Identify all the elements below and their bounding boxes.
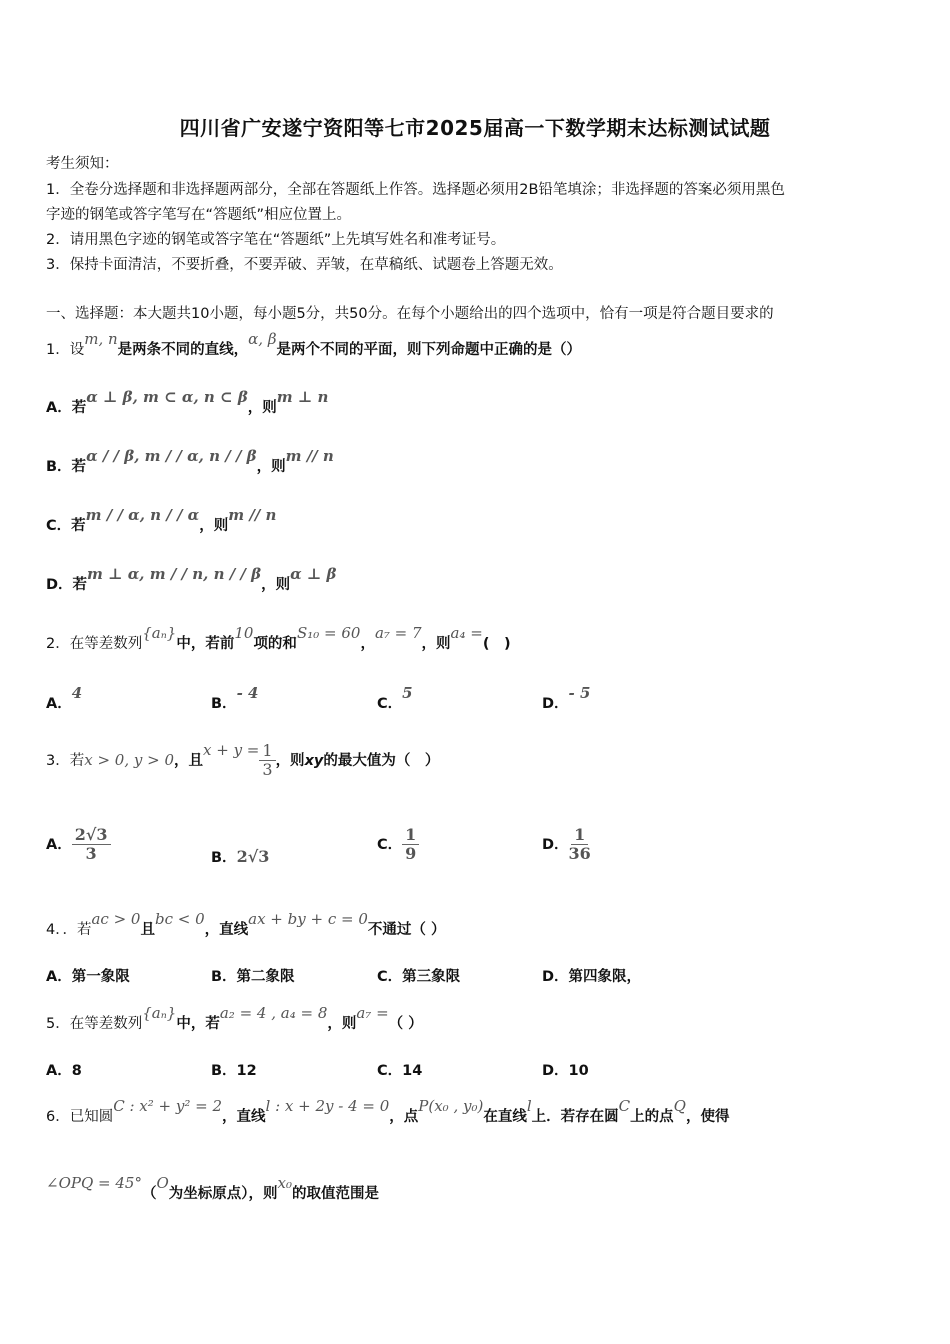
- q5-text-1: 中，若: [176, 1016, 220, 1032]
- notice-item-2: 2．请用黑色字迹的钢笔或答字笔在“答题纸”上先填写姓名和准考证号。: [46, 232, 506, 248]
- q2-math-sum: S₁₀ = 60: [296, 624, 361, 642]
- q1-option-c: [46, 506, 277, 535]
- q5-option-c: C．14: [377, 1063, 423, 1079]
- q3-fraction-num: 1: [259, 742, 275, 761]
- question-5: [46, 1004, 423, 1033]
- question-6: [46, 1097, 730, 1126]
- q3-option-b-label: B．: [211, 850, 237, 866]
- q1-option-a-result: m ⊥ n: [276, 388, 329, 406]
- q6-text-8: 为坐标原点），则: [168, 1186, 278, 1202]
- q4-text-2: ，直线: [204, 922, 249, 938]
- q3-math-sum: x + y =: [203, 740, 260, 759]
- q1-option-d-cond: m ⊥ α, m / / n, n / / β: [87, 565, 262, 583]
- q3-option-c-num: 1: [402, 826, 419, 845]
- q5-math-a7: a₇ =: [356, 1004, 389, 1022]
- notice-item-1b: 字迹的钢笔或答字笔写在“答题纸”相应位置上。: [46, 207, 352, 223]
- q2-option-a-label: A．: [46, 696, 72, 712]
- q5-option-a: A．8: [46, 1063, 82, 1079]
- q5-math-terms: a₂ = 4 , a₄ = 8: [219, 1004, 328, 1022]
- q1-option-b: [46, 447, 334, 476]
- q6-math-x0: x₀: [277, 1174, 292, 1192]
- q4-option-d: D．第四象限，: [542, 969, 642, 985]
- q6-math-line: l : x + 2y - 4 = 0: [265, 1097, 390, 1115]
- q3-option-d-fraction: [569, 826, 591, 864]
- q5-text-3: （ ）: [388, 1016, 423, 1032]
- q1-option-d: [46, 565, 337, 594]
- q6-math-l: l: [526, 1097, 532, 1115]
- q2-option-a: [46, 684, 83, 713]
- q2-text-1: 中，若前: [176, 636, 235, 652]
- q4-number: 4．．若: [46, 922, 92, 938]
- q6-text-1: ，直线: [222, 1109, 266, 1125]
- q6-math-o: O: [156, 1174, 169, 1192]
- q4-option-b: B．第二象限: [211, 969, 295, 985]
- q1-option-c-label: C．若: [46, 518, 86, 534]
- q4-text-1: 且: [140, 922, 155, 938]
- q1-option-b-cond: α / / β, m / / α, n / / β: [86, 447, 257, 465]
- q6-text-4: 上．若存在圆: [531, 1109, 619, 1125]
- question-2: [46, 624, 511, 653]
- q1-option-d-then: ，则: [261, 577, 291, 593]
- notice-item-3: 3．保持卡面清洁，不要折叠，不要弄破、弄皱，在草稿纸、试题卷上答题无效。: [46, 257, 563, 273]
- q4-math-line: ax + by + c = 0: [248, 910, 368, 928]
- q1-option-a: [46, 388, 329, 417]
- q1-math-lines: m, n: [84, 330, 118, 348]
- q1-text-1: 是两条不同的直线，: [117, 342, 249, 358]
- q1-option-c-then: ，则: [199, 518, 229, 534]
- q6-text-2: ，点: [389, 1109, 419, 1125]
- q1-option-d-result: α ⊥ β: [290, 565, 337, 583]
- q3-option-a-den: 3: [85, 844, 97, 864]
- q4-option-a: A．第一象限: [46, 969, 130, 985]
- q3-math-cond: x > 0, y > 0: [84, 750, 174, 769]
- q2-option-d-label: D．: [542, 696, 569, 712]
- q2-text-3: ，: [360, 636, 375, 652]
- q2-number: 2．在等差数列: [46, 636, 143, 652]
- q6-math-circle: C : x² + y² = 2: [113, 1097, 223, 1115]
- q3-text-1: ，且: [174, 752, 203, 769]
- q2-math-seq: {aₙ}: [142, 624, 177, 642]
- q3-text-3: 的最大值为（ ）: [323, 752, 440, 769]
- q3-option-d-label: D．: [542, 836, 569, 853]
- q1-text-2: 是两个不同的平面，则下列命题中正确的是（）: [276, 342, 581, 358]
- q3-option-c: [377, 826, 419, 864]
- notice-item-1a: 1．全卷分选择题和非选择题两部分，全部在答题纸上作答。选择题必须用2B铅笔填涂；非选择题的答案必须用黑色: [46, 182, 785, 198]
- q2-option-b-label: B．: [211, 696, 237, 712]
- q1-option-c-cond: m / / α, n / / α: [85, 506, 200, 524]
- q2-option-c: [377, 684, 413, 713]
- q5-number: 5．在等差数列: [46, 1016, 143, 1032]
- question-4: [46, 910, 446, 939]
- q3-option-a-fraction: [72, 826, 111, 864]
- q2-option-a-value: 4: [71, 684, 83, 702]
- notice-heading: 考生须知：: [46, 156, 119, 172]
- q3-option-b: [211, 846, 269, 867]
- q5-text-2: ，则: [327, 1016, 357, 1032]
- q4-math-ac: ac > 0: [91, 910, 141, 928]
- q2-option-b-value: - 4: [236, 684, 259, 702]
- q3-option-a-num: 2√3: [72, 826, 111, 845]
- q2-math-ten: 10: [234, 624, 254, 642]
- q3-option-c-den: 9: [405, 844, 417, 864]
- q6-text-5: 上的点: [630, 1109, 674, 1125]
- q3-option-c-label: C．: [377, 836, 403, 853]
- q6-math-point: P(x₀ , y₀): [418, 1097, 484, 1115]
- q1-option-c-result: m // n: [228, 506, 277, 524]
- q1-option-a-label: A．若: [46, 400, 87, 416]
- q6-text-7: （: [141, 1186, 157, 1202]
- page-title: 四川省广安遂宁资阳等七市2025届高一下数学期末达标测试试题: [179, 116, 771, 140]
- q4-math-bc: bc < 0: [154, 910, 205, 928]
- q3-text-2: ，则: [275, 752, 305, 769]
- q1-option-a-then: ，则: [247, 400, 277, 416]
- q6-text-9: 的取值范围是: [292, 1186, 379, 1202]
- q3-option-c-fraction: [402, 826, 419, 864]
- q1-math-planes: α, β: [248, 330, 277, 348]
- q4-text-3: 不通过（ ）: [367, 922, 446, 938]
- q3-number: 3．若: [46, 752, 85, 769]
- q2-option-c-value: 5: [402, 684, 413, 702]
- q3-xy: xy: [304, 752, 324, 769]
- q2-text-5: ( ): [482, 636, 511, 652]
- q5-option-d: D．10: [542, 1063, 589, 1079]
- question-1: [46, 330, 581, 359]
- q2-option-d: [542, 684, 591, 713]
- q3-option-d: [542, 826, 591, 864]
- q2-text-4: ，则: [421, 636, 451, 652]
- q1-option-b-then: ，则: [256, 459, 286, 475]
- q3-option-d-num: 1: [571, 826, 588, 845]
- section-heading: 一、选择题：本大题共10小题，每小题5分，共50分。在每个小题给出的四个选项中，恰有一项是符合题目要求的: [46, 306, 774, 322]
- q2-option-d-value: - 5: [568, 684, 591, 702]
- question-6-cont: [46, 1174, 379, 1203]
- q6-math-angle: ∠OPQ = 45°: [46, 1174, 142, 1192]
- q5-option-b: B．12: [211, 1063, 257, 1079]
- q5-math-seq: {aₙ}: [142, 1004, 177, 1022]
- q3-option-b-value: 2√3: [236, 847, 270, 866]
- q3-option-d-den: 36: [568, 844, 591, 864]
- q2-option-c-label: C．: [377, 696, 403, 712]
- q1-option-b-result: m // n: [285, 447, 334, 465]
- q6-text-6: ，使得: [685, 1109, 730, 1125]
- q3-option-a: [46, 826, 111, 864]
- q4-option-c: C．第三象限: [377, 969, 461, 985]
- q1-option-a-cond: α ⊥ β, m ⊂ α, n ⊂ β: [86, 388, 248, 406]
- q3-fraction: [259, 742, 275, 780]
- q1-option-b-label: B．若: [46, 459, 87, 475]
- question-3: [46, 742, 439, 780]
- q2-option-b: [211, 684, 259, 713]
- q3-option-a-label: A．: [46, 836, 72, 853]
- q6-number: 6．已知圆: [46, 1109, 114, 1125]
- q6-text-3: 在直线: [483, 1109, 527, 1125]
- q3-fraction-den: 3: [262, 760, 273, 780]
- q6-math-c: C: [618, 1097, 631, 1115]
- q2-math-a7: a₇ = 7: [374, 624, 422, 642]
- q1-option-d-label: D．若: [46, 577, 88, 593]
- q2-math-a4: a₄ =: [450, 624, 483, 642]
- q6-math-q: Q: [673, 1097, 686, 1115]
- q2-text-2: 项的和: [253, 636, 297, 652]
- q1-number: 1．设: [46, 342, 85, 358]
